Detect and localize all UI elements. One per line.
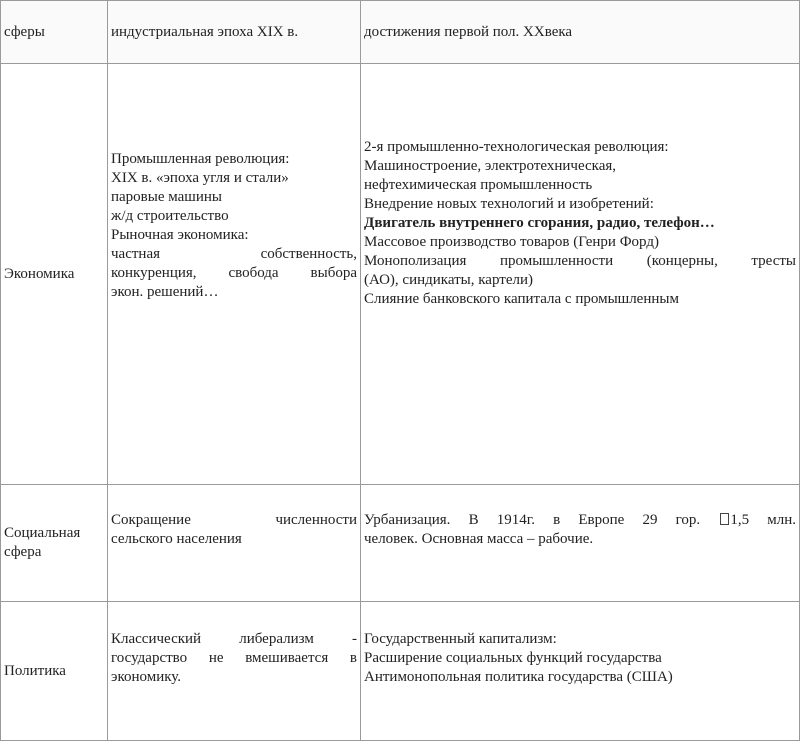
economy-20-line: Внедрение новых технологий и изобретений: <box>364 196 654 212</box>
economy-19-line: экон. решений… <box>111 284 219 300</box>
social-20-text: Урбанизация. В 1914г. в Европе 29 гор. <box>364 512 701 528</box>
economy-sphere-cell <box>1 64 108 485</box>
politics-sphere-cell <box>1 602 108 741</box>
politics-row <box>1 602 800 741</box>
economy-20-line: Машиностроение, электротехническая, <box>364 158 617 174</box>
social-19-line: Сокращение численности <box>111 512 357 528</box>
header-sphere: сферы <box>1 1 108 64</box>
politics-20-line: Государственный капитализм: <box>364 631 557 647</box>
missing-glyph-icon <box>720 513 729 525</box>
politics-20th-cell <box>361 602 800 741</box>
social-19-line: сельского населения <box>111 531 242 547</box>
economy-19th-cell <box>108 64 361 485</box>
economy-19-line: конкуренция, свобода выбора <box>111 265 357 281</box>
social-20th-cell <box>361 485 800 602</box>
economy-20-line: 2-я промышленно-технологическая революция: <box>364 139 669 155</box>
economy-20-line-bold: Двигатель внутреннего сгорания, радио, телефон… <box>364 215 715 231</box>
economy-20th-cell <box>361 64 800 485</box>
social-20-line: человек. Основная масса – рабочие. <box>364 531 594 547</box>
economy-sphere-label: Экономика <box>4 265 75 282</box>
economy-20-line: Монополизация промышленности (концерны, тресты <box>364 253 796 269</box>
economy-19-line: Промышленная революция: <box>111 151 290 167</box>
economy-19-line: частная собственность, <box>111 246 357 262</box>
politics-20-line: Антимонопольная политика государства (США) <box>364 669 673 685</box>
politics-19-line: Классический либерализм - <box>111 631 357 647</box>
economy-20-line: нефтехимическая промышленность <box>364 177 593 193</box>
economy-20-line: Массовое производство товаров (Генри Форд) <box>364 234 659 250</box>
economy-20-line: (АО), синдикаты, картели) <box>364 272 533 288</box>
social-row <box>1 485 800 602</box>
social-sphere-cell <box>1 485 108 602</box>
social-sphere-label: сфера <box>4 544 42 560</box>
header-industrial-era: индустриальная эпоха XIX в. <box>108 1 361 64</box>
politics-sphere-label: Политика <box>4 662 66 679</box>
social-20-text: 1,5 млн. <box>730 512 796 528</box>
economy-19-line: паровые машины <box>111 189 222 205</box>
header-20th-century: достижения первой пол. XXвека <box>361 1 800 64</box>
economy-20-line: Слияние банковского капитала с промышленным <box>364 291 679 307</box>
politics-19th-cell <box>108 602 361 741</box>
social-20-line <box>364 511 796 530</box>
politics-19-line: экономику. <box>111 669 182 685</box>
economy-row <box>1 64 800 485</box>
social-sphere-label: Социальная <box>4 525 81 541</box>
social-19th-cell <box>108 485 361 602</box>
header-row <box>1 1 800 64</box>
economy-19-line: ж/д строительство <box>111 208 229 224</box>
politics-19-line: государство не вмешивается в <box>111 650 357 666</box>
politics-20-line: Расширение социальных функций государства <box>364 650 662 666</box>
economy-19-line: Рыночная экономика: <box>111 227 249 243</box>
economy-19-line: XIX в. «эпоха угля и стали» <box>111 170 289 186</box>
